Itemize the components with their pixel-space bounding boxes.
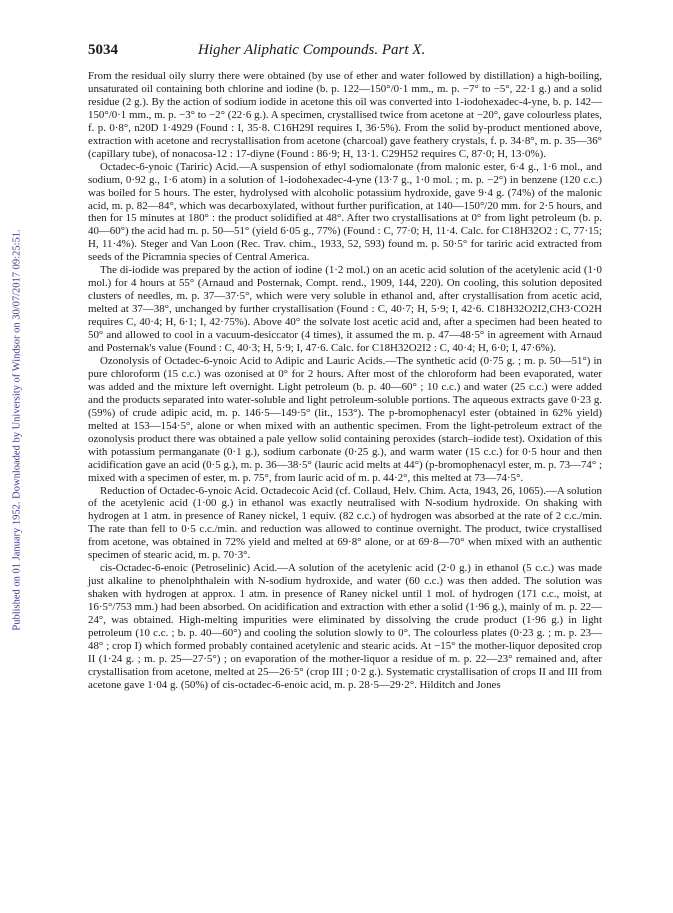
- page-number: 5034: [88, 42, 118, 58]
- download-watermark: [10, 120, 24, 740]
- article-body: [88, 70, 602, 692]
- page-header: [88, 42, 602, 62]
- running-title: Higher Aliphatic Compounds. Part X.: [198, 42, 426, 58]
- paragraph-tariric-acid: Octadec-6-ynoic (Tariric) Acid.—A suspension of ethyl sodiomalonate (from malonic ester, 6·4 g., 1·6 mol., and sodium, 0·92 g., 1·6 atom) in a solution of 1-iodohexadec-4-yne (13·7 g., 1·0 mol. ; m. p. −2°) in benzene (120 c.c.) was boiled for 5 hours. The ester, hydrolysed with alcoholic potassium hydroxide, gave 9·4 g. (74%) of the malonic acid, m. p. 82—84°, which was decarboxylated, without further purification, at 140—150°/20 mm. for 2·5 hours, and then for 15 minutes at 180° : the product solidified at 48°. After two crystallisations at 0° from light petroleum (b. p. 40—60°) the acid had m. p. 50—51° (yield 6·05 g., 77%) (Found : C, 77·0; H, 11·4. Calc. for C18H32O2 : C, 77·15; H, 11·4%). Steger and Van Loon (Rec. Trav. chim., 1933, 52, 593) found m. p. 50·5° for tariric acid extracted from seeds of the Picramnia species of Central America.: [88, 160, 602, 264]
- paragraph-ozonolysis: Ozonolysis of Octadec-6-ynoic Acid to Adipic and Lauric Acids.—The synthetic acid (0·75 g. ; m. p. 50—51°) in pure chloroform (15 c.c.) was ozonised at 0° for 2 hours. After most of the chloroform had been evaporated, water was added and the mixture left overnight. Light petroleum (b. p. 40—60° ; 10 c.c.) and water (25 c.c.) were added and the products separated into water-soluble and light petroleum-soluble portions. The aqueous extracts gave 0·23 g. (59%) of crude adipic acid, m. p. 146·5—149·5° (lit., 153°). The p-bromophenacyl ester (obtained in 62% yield) melted at 153—154·5°, alone or when mixed with an authentic specimen. From the light-petroleum extract of the ozonolysis product there was obtained a pale yellow solid containing peroxides (starch–iodide test). Oxidation of this with potassium permanganate (0·1 g.), sodium carbonate (0·25 g.), and warm water (15 c.c.) for 0·5 hour and then acidification gave an acid (0·5 g.), m. p. 36—38·5° (lauric acid melts at 44°) (p-bromophenacyl ester, m. p. 73—74° ; mixed with a specimen of ester, m. p. 75°, from lauric acid of m. p. 44·2°, this melted at 73—74·5°.: [88, 354, 602, 484]
- paragraph-petroselinic-acid: cis-Octadec-6-enoic (Petroselinic) Acid.—A solution of the acetylenic acid (2·0 g.) in ethanol (5 c.c.) was made just alkaline to phenolphthalein with N-sodium hydroxide, and water (60 c.c.) was then added. The solution was shaken with hydrogen at approx. 1 atm. in presence of Raney nickel until 1 mol. of hydrogen (171 c.c., moist, at 16·5°/753 mm.) had been absorbed. On acidification and extraction with ether a solid (1·96 g.), mainly of m. p. 22—24°, was obtained. High-melting impurities were eliminated by dissolving the crude product (1·96 g.) in light petroleum (10 c.c. ; b. p. 40—60°) and cooling the solution slowly to 0°. The colourless plates (0·23 g. ; m. p. 23—48° ; crop I) which formed probably contained acetylenic and stearic acids. At −15° the mother-liquor deposited crop II (1·24 g. ; m. p. 25—27·5°) ; on evaporation of the mother-liquor a residue of m. p. 22—23° remained and, after crystallisation from acetone, melted at 25—26·5° (crop III ; 0·2 g.). Systematic crystallisation of crops II and III from acetone gave 1·04 g. (50%) of cis-octadec-6-enoic acid, m. p. 28·5—29·2°. Hilditch and Jones: [88, 562, 602, 691]
- paragraph-di-iodide: The di-iodide was prepared by the action of iodine (1·2 mol.) on an acetic acid solution of the acetylenic acid (1·0 mol.) for 4 hours at 55° (Arnaud and Posternak, Compt. rend., 1909, 144, 220). On cooling, this solution deposited clusters of needles, m. p. 37—37·5°, which were very soluble in ethanol and, after crystallisation from acetic acid, melted at 37—38°, unchanged by further crystallisation (Found : C, 40·7; H, 5·9; I, 42·6. C18H32O2I2,CH3·CO2H requires C, 40·4; H, 6·1; I, 42·75%). Above 40° the solvate lost acetic acid and, after a specimen had been heated to 50° and allowed to cool in a vacuum-desiccator (4 times), it assumed the m. p. 47—48·5° in agreement with Arnaud and Posternak's value (Found : C, 40·3; H, 5·9; I, 47·6. Calc. for C18H32O2I2 : C, 40·4; H, 6·0; I, 47·6%).: [88, 264, 602, 355]
- paragraph-distillation: From the residual oily slurry there were obtained (by use of ether and water followed by distillation) a high-boiling, unsaturated oil containing both chlorine and iodine (b. p. 122—150°/0·1 mm., m. p. −7° to −5°, 22·1 g.) and a solid residue (2 g.). By the action of sodium iodide in acetone this oil was converted into 1-iodohexadec-4-yne, b. p. 142—150°/0·1 mm., m. p. −3° to −2° (22·6 g.). A specimen, crystallised twice from acetone at −20°, gave colourless plates, f. p. 0·8°, n20D 1·4929 (Found : I, 35·8. C16H29I requires I, 36·5%). From the solid by-product mentioned above, extraction with acetone and recrystallisation from acetone (charcoal) gave feathery crystals, f. p. 34·8°, m. p. 35—36° (capillary tube), of nonacosa-12 : 17-diyne (Found : 86·9; H, 13·1. C29H52 requires C, 87·0; H, 13·0%).: [88, 70, 602, 160]
- watermark-text: Published on 01 January 1952. Downloaded by University of Windsor on 30/07/2017 09:25:51.: [11, 229, 23, 631]
- paragraph-reduction: Reduction of Octadec-6-ynoic Acid. Octadecoic Acid (cf. Collaud, Helv. Chim. Acta, 1943, 26, 1065).—A solution of the acetylenic acid (1·00 g.) in ethanol was exactly neutralised with N-sodium hydroxide. On shaking with hydrogen at 1 atm. in presence of Raney nickel, 1 equiv. (82 c.c.) of hydrogen was absorbed at the rate of 2 c.c./min. The rate than fell to 0·5 c.c./min. and reduction was allowed to continue overnight. The product, twice crystallised from acetone, was obtained in 72% yield and melted at 69·8° alone, or at 69·8—70° when mixed with an authentic specimen of stearic acid, m. p. 70·3°.: [88, 484, 602, 562]
